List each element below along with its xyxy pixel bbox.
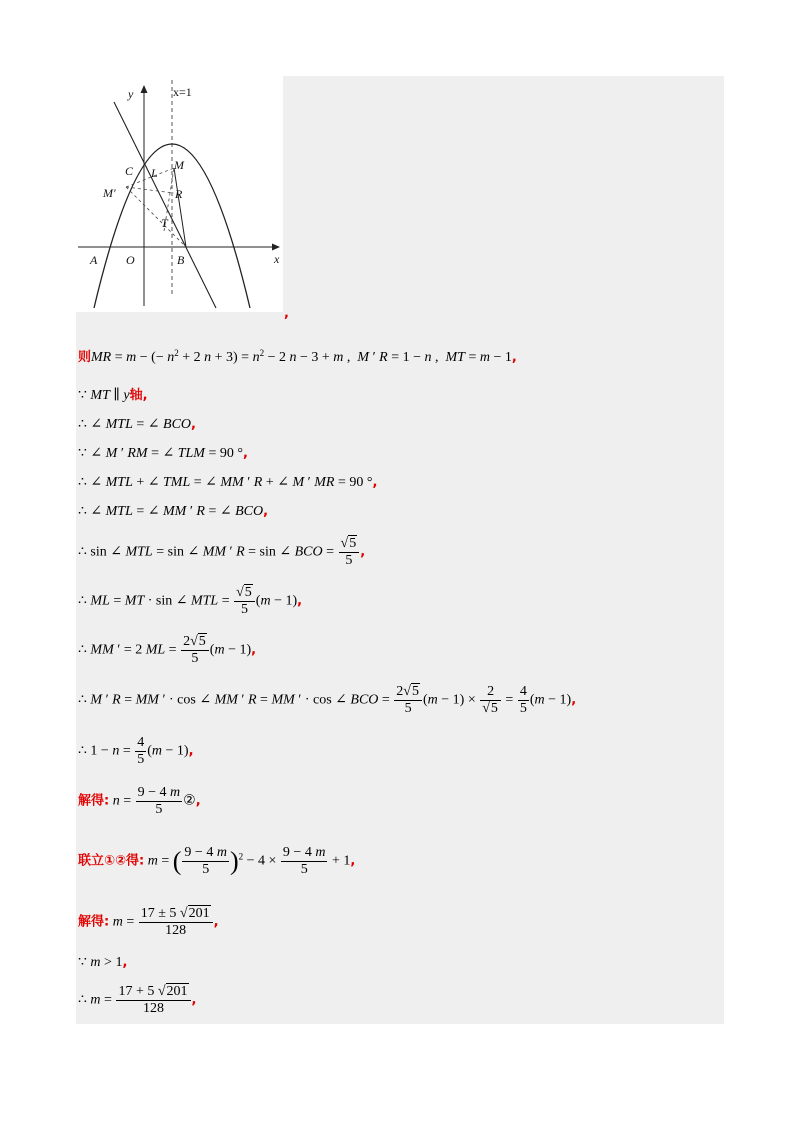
figure-svg <box>76 76 283 312</box>
x-axis-arrow-icon <box>272 244 280 251</box>
vline-label: x=1 <box>173 85 192 99</box>
text-line-16: ∴ m = $\frac{17 + 5 √201}{128}$ , <box>78 984 197 1016</box>
text-line-4: ∵ ∠ M ′ RM = ∠ TLM = 90 °, <box>78 446 248 461</box>
x-axis-label: x <box>274 252 280 266</box>
geometry-figure <box>76 76 283 312</box>
point-label-m-prime: M′ <box>103 186 116 200</box>
text-line-12: 解得: n = $\frac{9 - 4 m}{5}$ ②, <box>78 785 201 817</box>
text-line-11: ∴ 1 − n = $\frac{4}{5}$ (m − 1), <box>78 735 194 767</box>
text-line-6: ∴ ∠ MTL = ∠ MM ′ R = ∠ BCO, <box>78 504 269 519</box>
text-line-3: ∴ ∠ MTL = ∠ BCO, <box>78 417 196 432</box>
point-label-m: M <box>174 158 184 172</box>
shaded-panel-top <box>283 76 724 312</box>
line-bc <box>114 102 216 308</box>
text-line-2: ∵ MT ∥ y轴, <box>78 388 148 403</box>
point-label-t: T <box>161 216 168 230</box>
y-axis-arrow-icon <box>141 85 148 93</box>
point-label-o: O <box>126 253 135 267</box>
point-label-a: A <box>90 253 98 267</box>
text-line-5: ∴ ∠ MTL + ∠ TML = ∠ MM ′ R + ∠ M ′ MR = 90 °, <box>78 475 378 490</box>
text-line-1: 则MR = m − (− $n^2 + 2$ $n + 3) = n^2 - 2$ n − 3 + m , M ′ R = 1 − n , MT = m − 1, <box>78 348 517 365</box>
y-axis-label: y <box>128 87 134 101</box>
point-label-r: R <box>175 187 183 201</box>
dashed-mprime-r <box>126 187 174 193</box>
text-line-0: , <box>284 306 289 321</box>
point-label-c: C <box>125 164 134 178</box>
text-line-14: 解得: m = $\frac{17 \pm 5 √201}{128}$ , <box>78 906 219 938</box>
text-line-15: ∵ m > 1, <box>78 955 128 970</box>
point-label-l: L <box>151 166 158 180</box>
text-line-8: ∴ ML = MT · sin ∠ MTL = $\frac{√5}{5}$ (m − 1), <box>78 585 303 617</box>
text-line-7: ∴ sin ∠ MTL = sin ∠ MM ′ R = sin ∠ BCO = $\frac{√5}{5}$ , <box>78 536 366 568</box>
text-line-10: ∴ M ′ R = MM ′ · cos ∠ MM ′ R = MM ′ · cos ∠ BCO = $\frac{2√5}{5}$ (m − 1) × $\frac{2}{√5}$ = $\frac{4}{5}$ (m − 1), <box>78 684 577 716</box>
dashed-mprime-m <box>126 168 174 187</box>
text-line-9: ∴ MM ′ = 2 ML = $\frac{2√5}{5}$ (m − 1), <box>78 634 257 666</box>
point-label-b: B <box>177 253 185 267</box>
text-line-13: 联立①②得: m = ( $\frac{9 - 4 m}{5}$ )$^2$ − 4 × $\frac{9 - 4 m}{5}$ + 1, <box>78 845 356 877</box>
